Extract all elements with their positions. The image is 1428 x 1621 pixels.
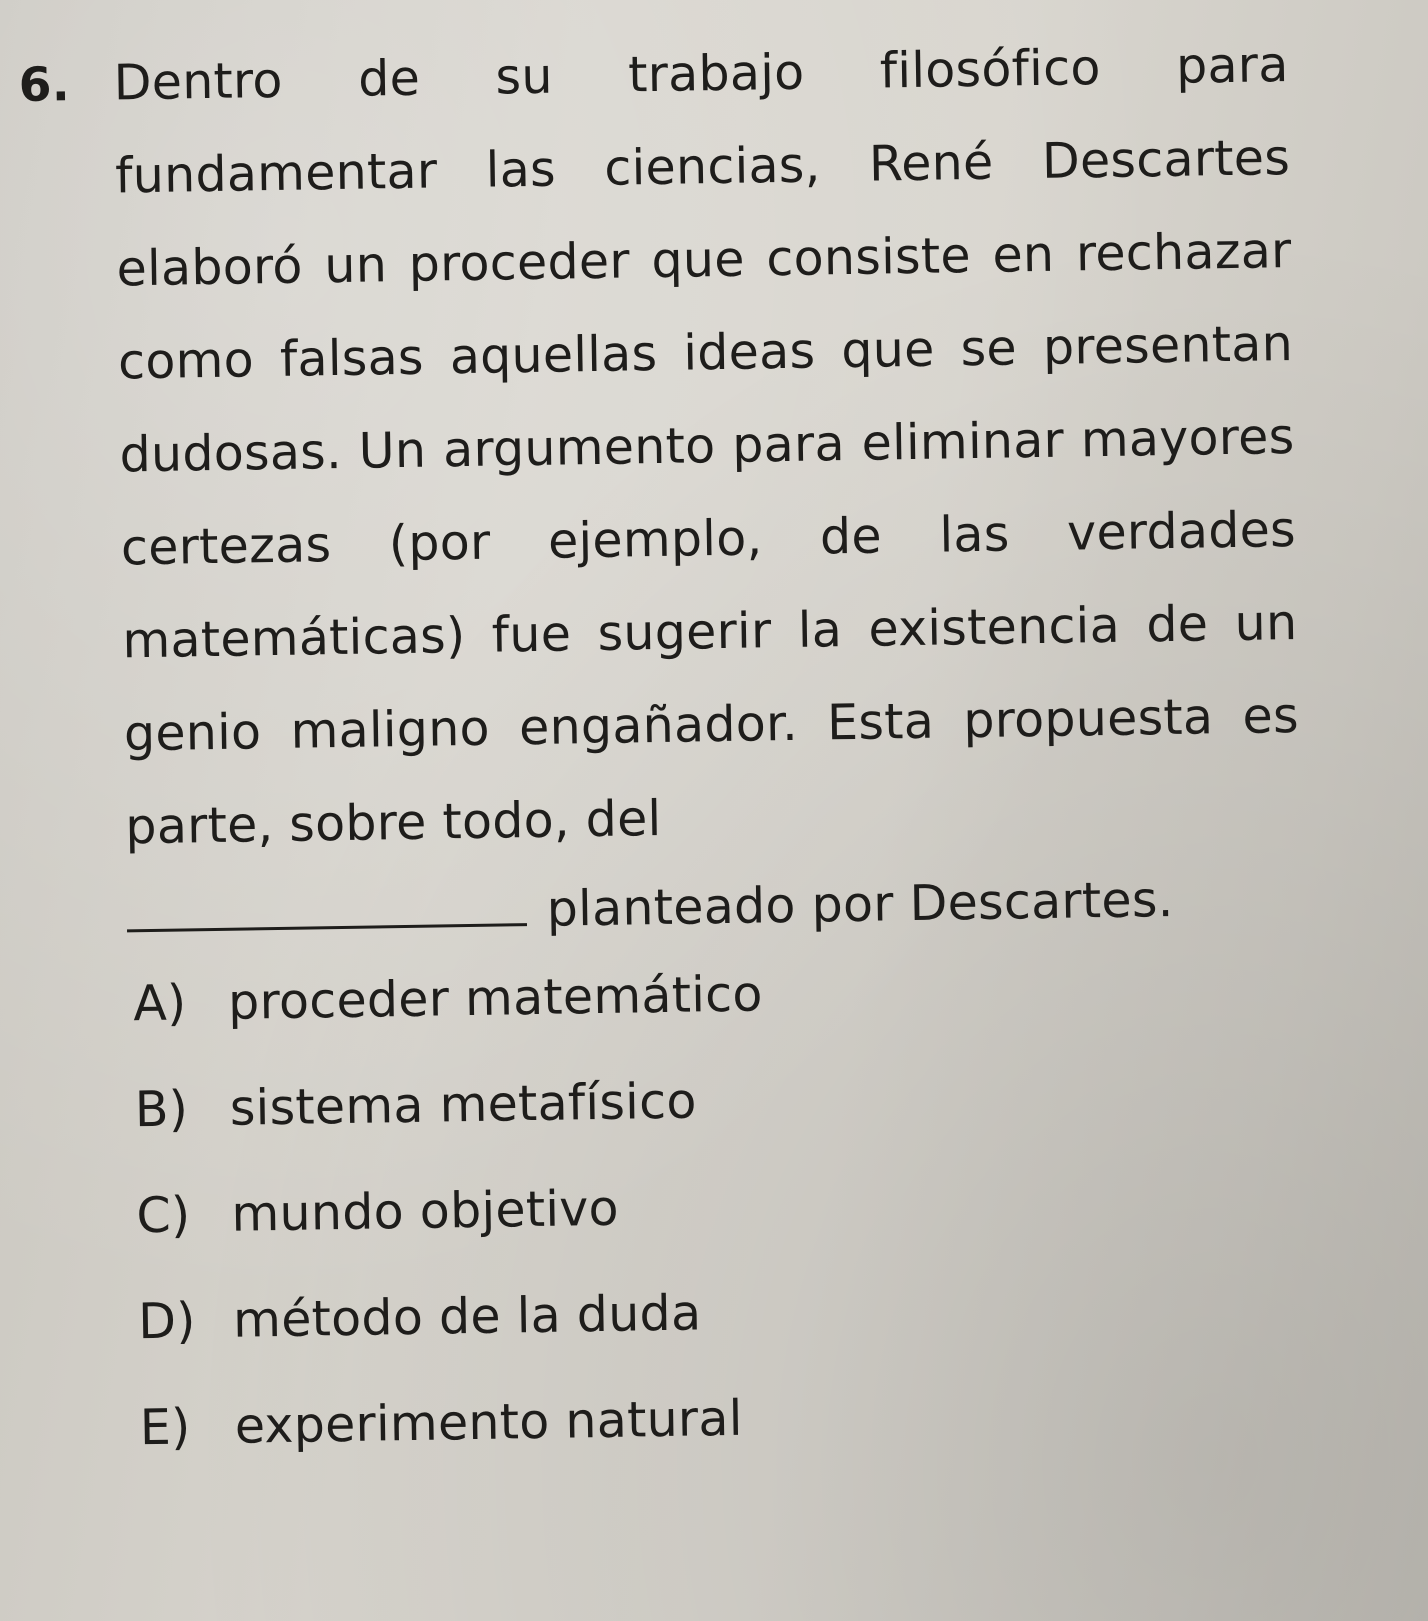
option-c	[136, 1149, 1398, 1275]
question-block	[18, 17, 1401, 1489]
answer-blank	[126, 879, 527, 932]
option-letter: C)	[136, 1186, 191, 1245]
options-list	[132, 938, 1400, 1488]
option-text: método de la duda	[232, 1284, 702, 1349]
question-number: 6.	[18, 57, 71, 113]
option-b	[134, 1044, 1396, 1170]
option-letter: E)	[139, 1398, 191, 1457]
option-letter: D)	[137, 1292, 197, 1351]
option-text: experimento natural	[234, 1389, 744, 1455]
option-letter: A)	[132, 974, 187, 1033]
question-text: Dentro de su trabajo filosófico para fundamentar las ciencias, René Descartes elaboró un proceder que consiste en rechazar como falsas aquellas ideas que se presentan dudosas. Un argumento para eliminar mayores certezas (por ejemplo, de las verdades matemáticas) fue sugerir la existencia de un genio maligno engañador. Esta propuesta es parte, sobre todo, del	[113, 36, 1300, 856]
option-text: proceder matemático	[227, 965, 764, 1031]
option-d	[137, 1255, 1399, 1381]
question-text-after-blank: planteado por Descartes.	[546, 870, 1174, 938]
option-text: sistema metafísico	[229, 1072, 698, 1137]
option-a	[132, 938, 1394, 1064]
option-text: mundo objetivo	[231, 1179, 620, 1243]
option-e	[139, 1361, 1401, 1487]
option-letter: B)	[134, 1080, 189, 1139]
question-row	[18, 17, 1391, 875]
